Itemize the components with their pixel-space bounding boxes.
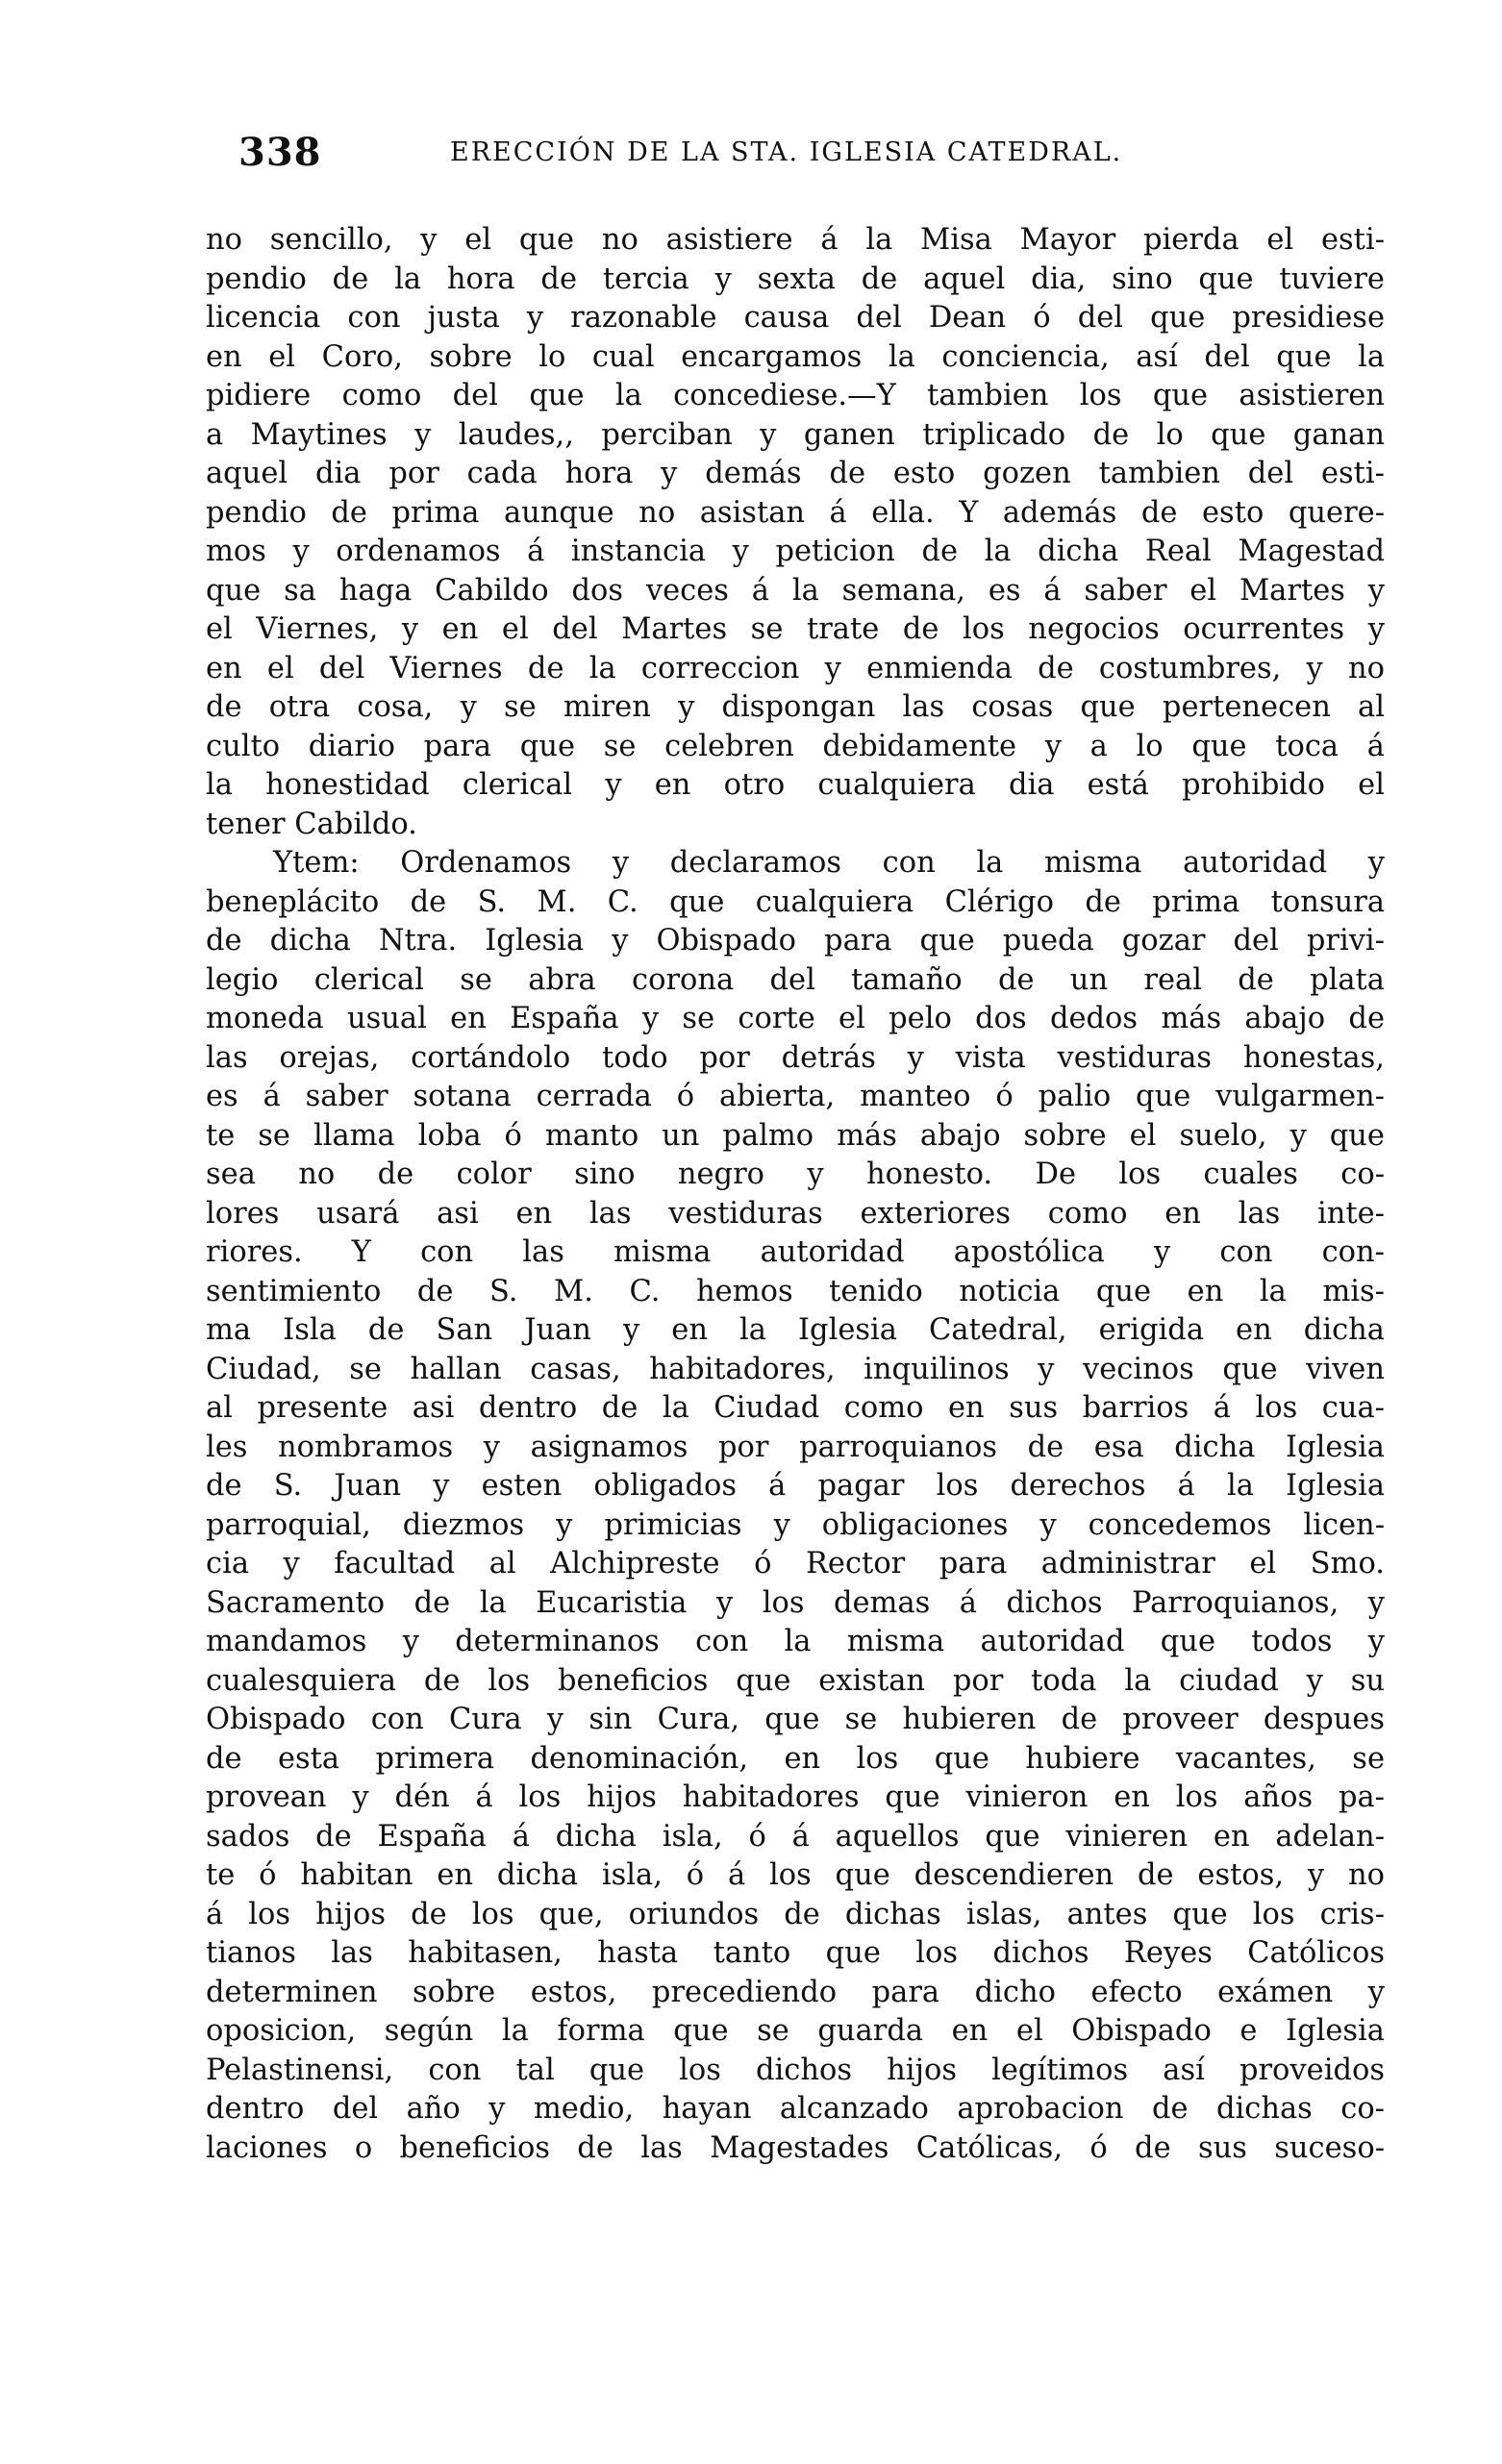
text-line: en el del Viernes de la correccion y enmienda de costumbres, y no — [206, 651, 1385, 685]
running-head: ERECCIÓN DE LA STA. IGLESIA CATEDRAL. — [450, 137, 1123, 167]
text-line: no sencillo, y el que no asistiere á la Misa Mayor pierda el esti- — [206, 223, 1385, 257]
text-line: parroquial, diezmos y primicias y obligaciones y concedemos licen- — [206, 1507, 1385, 1542]
text-line: de esta primera denominación, en los que hubiere vacantes, se — [206, 1741, 1385, 1776]
text-line: tianos las habitasen, hasta tanto que los dichos Reyes Católicos — [206, 1936, 1385, 1970]
text-line: de dicha Ntra. Iglesia y Obispado para que pueda gozar del privi- — [206, 924, 1385, 958]
text-line: licencia con justa y razonable causa del Dean ó del que presidiese — [206, 301, 1385, 335]
text-line: sados de España á dicha isla, ó á aquellos que vinieren en adelan- — [206, 1819, 1385, 1854]
text-line: determinen sobre estos, precediendo para dicho efecto exámen y — [206, 1975, 1385, 2009]
text-line: ma Isla de San Juan y en la Iglesia Catedral, erigida en dicha — [206, 1313, 1385, 1347]
text-line: á los hijos de los que, oriundos de dichas islas, antes que los cris- — [206, 1897, 1385, 1931]
text-line: Obispado con Cura y sin Cura, que se hubieren de proveer despues — [206, 1703, 1385, 1736]
body-text — [206, 221, 1385, 2168]
text-line: Sacramento de la Eucaristia y los demas á dichos Parroquianos, y — [206, 1585, 1385, 1620]
text-line: a Maytines y laudes,, perciban y ganen triplicado de lo que ganan — [206, 417, 1385, 452]
page-header — [238, 130, 1354, 187]
text-line: en el Coro, sobre lo cual encargamos la conciencia, así del que la — [206, 339, 1385, 374]
text-line: pidiere como del que la concediese.—Y tambien los que asistieren — [206, 379, 1385, 412]
text-line: te ó habitan en dicha isla, ó á los que descendieren de estos, y no — [206, 1858, 1385, 1892]
text-line: sentimiento de S. M. C. hemos tenido noticia que en la mis- — [206, 1274, 1385, 1308]
text-line: pendio de prima aunque no asistan á ella. Y además de esto quere- — [206, 495, 1385, 530]
text-line: de S. Juan y esten obligados á pagar los derechos á la Iglesia — [206, 1469, 1385, 1503]
text-line: beneplácito de S. M. C. que cualquiera Clérigo de prima tonsura — [206, 884, 1385, 919]
text-line: pendio de la hora de tercia y sexta de aquel dia, sino que tuviere — [206, 261, 1385, 296]
text-line: te se llama loba ó manto un palmo más abajo sobre el suelo, y que — [206, 1118, 1385, 1153]
text-line: cualesquiera de los beneficios que existan por toda la ciudad y su — [206, 1663, 1385, 1698]
text-line: sea no de color sino negro y honesto. De los cuales co- — [206, 1157, 1385, 1191]
text-line: Ciudad, se hallan casas, habitadores, inquilinos y vecinos que viven — [206, 1352, 1385, 1386]
text-line: dentro del año y medio, hayan alcanzado aprobacion de dichas co- — [206, 2092, 1385, 2126]
text-line: de otra cosa, y se miren y dispongan las cosas que pertenecen al — [206, 690, 1385, 724]
page-number: 338 — [238, 130, 322, 175]
paragraph-last-line: tener Cabildo. — [206, 807, 417, 841]
text-line: lores usará asi en las vestiduras exteriores como en las inte- — [206, 1196, 1385, 1231]
text-line: mandamos y determinanos con la misma autoridad que todos y — [206, 1625, 1385, 1658]
text-line: legio clerical se abra corona del tamaño de un real de plata — [206, 962, 1385, 997]
text-line: provean y dén á los hijos habitadores que vinieron en los años pa- — [206, 1780, 1385, 1814]
text-line: Pelastinensi, con tal que los dichos hijos legítimos así proveidos — [206, 2053, 1385, 2087]
text-line: al presente asi dentro de la Ciudad como en sus barrios á los cua- — [206, 1391, 1385, 1425]
text-line: moneda usual en España y se corte el pelo dos dedos más abajo de — [206, 1002, 1385, 1035]
text-line: laciones o beneficios de las Magestades Católicas, ó de sus suceso- — [206, 2130, 1385, 2165]
text-line: el Viernes, y en el del Martes se trate de los negocios ocurrentes y — [206, 612, 1385, 646]
text-line: que sa haga Cabildo dos veces á la semana, es á saber el Martes y — [206, 573, 1385, 608]
text-line: mos y ordenamos á instancia y peticion de la dicha Real Magestad — [206, 535, 1385, 568]
text-line: la honestidad clerical y en otro cualquiera dia está prohibido el — [206, 768, 1385, 802]
text-line: les nombramos y asignamos por parroquianos de esa dicha Iglesia — [206, 1430, 1385, 1464]
text-line: riores. Y con las misma autoridad apostólica y con con- — [206, 1235, 1385, 1269]
text-line: oposicion, según la forma que se guarda en el Obispado e Iglesia — [206, 2014, 1385, 2048]
text-line: es á saber sotana cerrada ó abierta, manteo ó palio que vulgarmen- — [206, 1080, 1385, 1113]
text-line: culto diario para que se celebren debidamente y a lo que toca á — [206, 729, 1385, 763]
paragraph-first-line: Ytem: Ordenamos y declaramos con la misma autoridad y — [273, 846, 1385, 880]
text-line: las orejas, cortándolo todo por detrás y vista vestiduras honestas, — [206, 1040, 1385, 1075]
text-line: cia y facultad al Alchipreste ó Rector para administrar el Smo. — [206, 1547, 1385, 1580]
text-line: aquel dia por cada hora y demás de esto gozen tambien del esti- — [206, 457, 1385, 490]
